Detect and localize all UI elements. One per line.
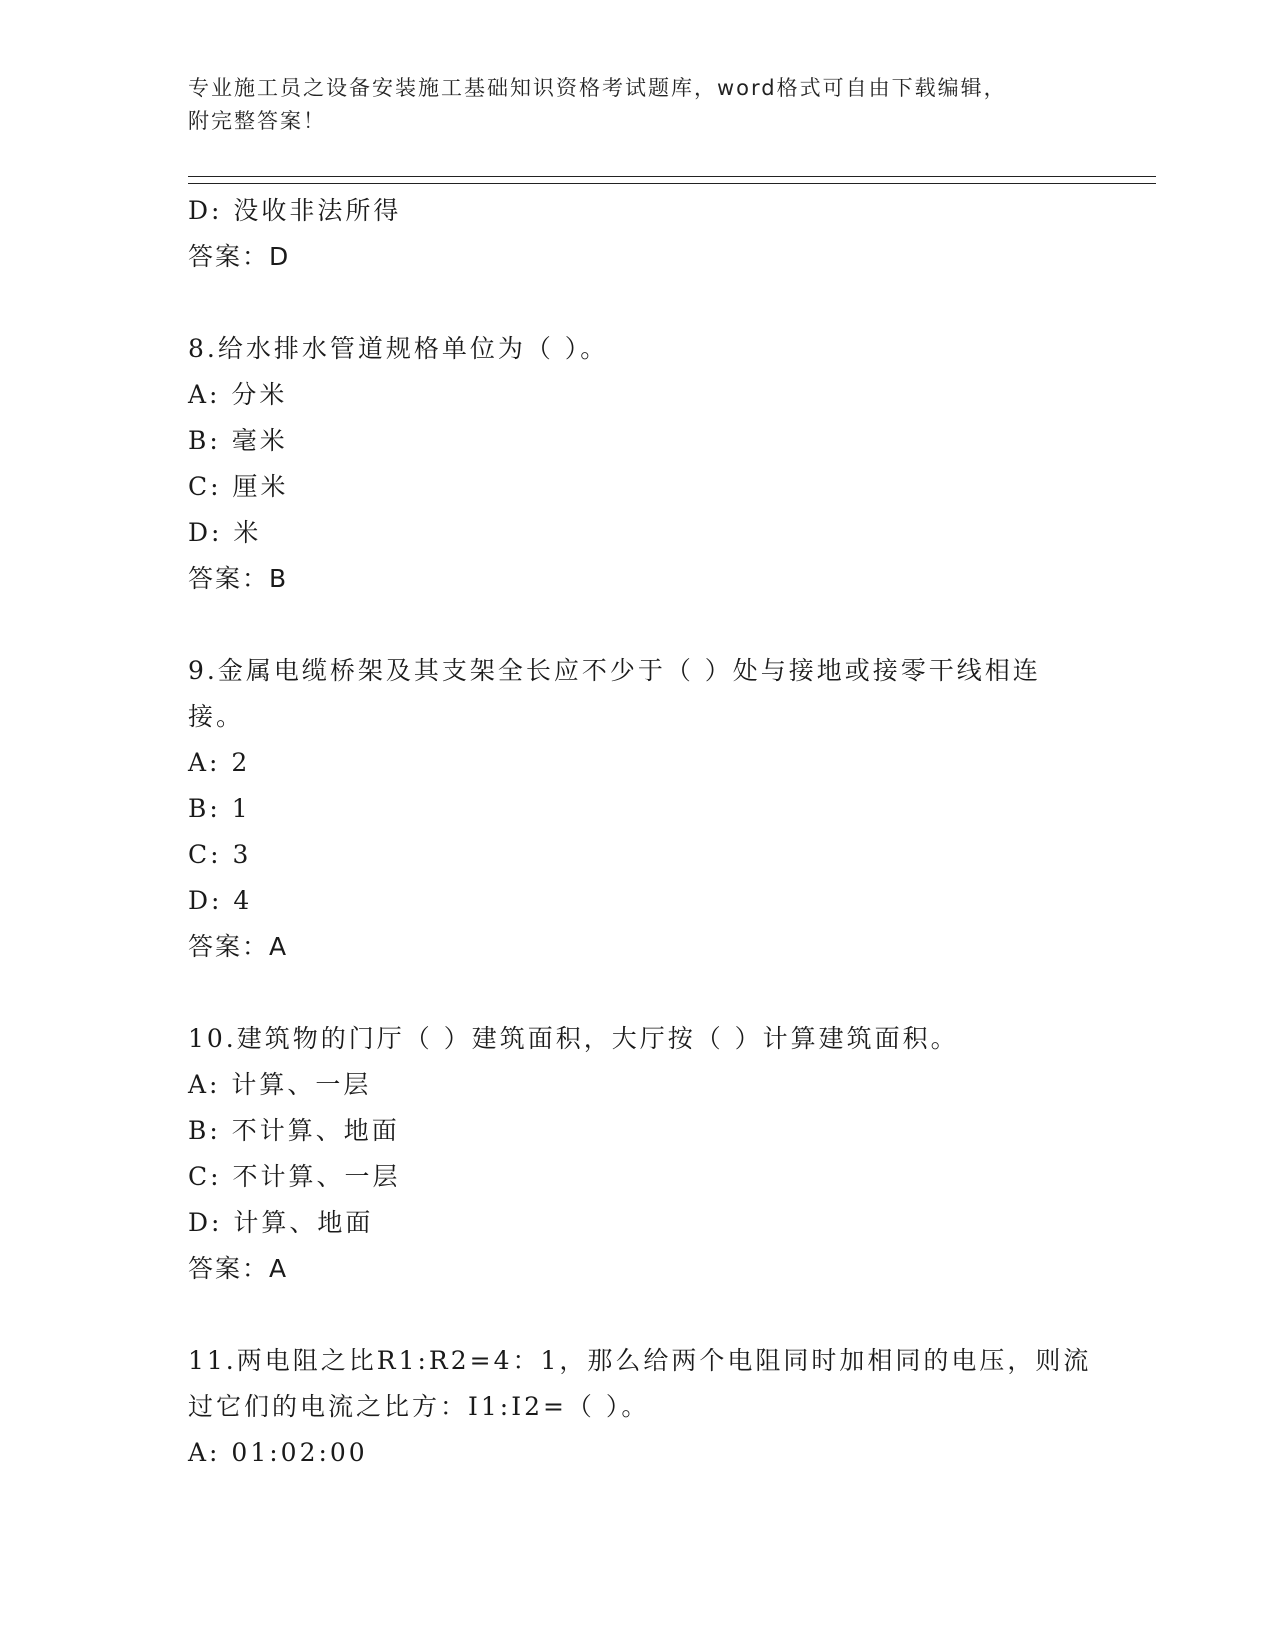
option-b: B: 不计算、地面 xyxy=(188,1116,400,1145)
spacer xyxy=(188,280,1088,326)
option-a: A: 分米 xyxy=(188,380,288,409)
answer: 答案：D xyxy=(188,242,291,271)
spacer xyxy=(188,602,1088,648)
spacer xyxy=(188,970,1088,1016)
question-11 xyxy=(188,1338,1092,1476)
option-d: D: 米 xyxy=(188,518,262,547)
question-7 xyxy=(188,188,1088,280)
option-b: B: 毫米 xyxy=(188,426,288,455)
document-header xyxy=(188,72,1088,138)
option-d: D: 4 xyxy=(188,886,253,915)
option-a: A: 01:02:00 xyxy=(188,1438,368,1467)
option-a: A: 2 xyxy=(188,748,251,777)
option-b: B: 1 xyxy=(188,794,251,823)
option-a: A: 计算、一层 xyxy=(188,1070,372,1099)
option-c: C: 3 xyxy=(188,840,252,869)
question-stem: 10.建筑物的门厅（ ）建筑面积，大厅按（ ）计算建筑面积。 xyxy=(188,1024,959,1053)
question-stem-line1: 11.两电阻之比R1:R2=4：1，那么给两个电阻同时加相同的电压，则流 xyxy=(188,1346,1092,1375)
header-title-line1: 专业施工员之设备安装施工基础知识资格考试题库，word格式可自由下载编辑， xyxy=(188,76,1007,100)
option-d: D: 没收非法所得 xyxy=(188,196,402,225)
spacer xyxy=(188,1292,1088,1338)
question-10 xyxy=(188,1016,1088,1292)
option-c: C: 厘米 xyxy=(188,472,289,501)
question-8 xyxy=(188,326,1088,602)
question-stem-line1: 9.金属电缆桥架及其支架全长应不少于（ ）处与接地或接零干线相连 xyxy=(188,656,1041,685)
option-c: C: 不计算、一层 xyxy=(188,1162,401,1191)
answer: 答案：B xyxy=(188,564,289,593)
option-d: D: 计算、地面 xyxy=(188,1208,374,1237)
answer: 答案：A xyxy=(188,932,289,961)
header-divider xyxy=(188,176,1156,184)
question-stem-line2: 过它们的电流之比方：I1:I2=（ ）。 xyxy=(188,1392,650,1421)
question-list xyxy=(188,188,1092,1476)
header-title-line2: 附完整答案！ xyxy=(188,109,326,133)
question-stem-line2: 接。 xyxy=(188,702,245,731)
answer: 答案：A xyxy=(188,1254,289,1283)
question-9 xyxy=(188,648,1088,970)
question-stem: 8.给水排水管道规格单位为（ ）。 xyxy=(188,334,609,363)
